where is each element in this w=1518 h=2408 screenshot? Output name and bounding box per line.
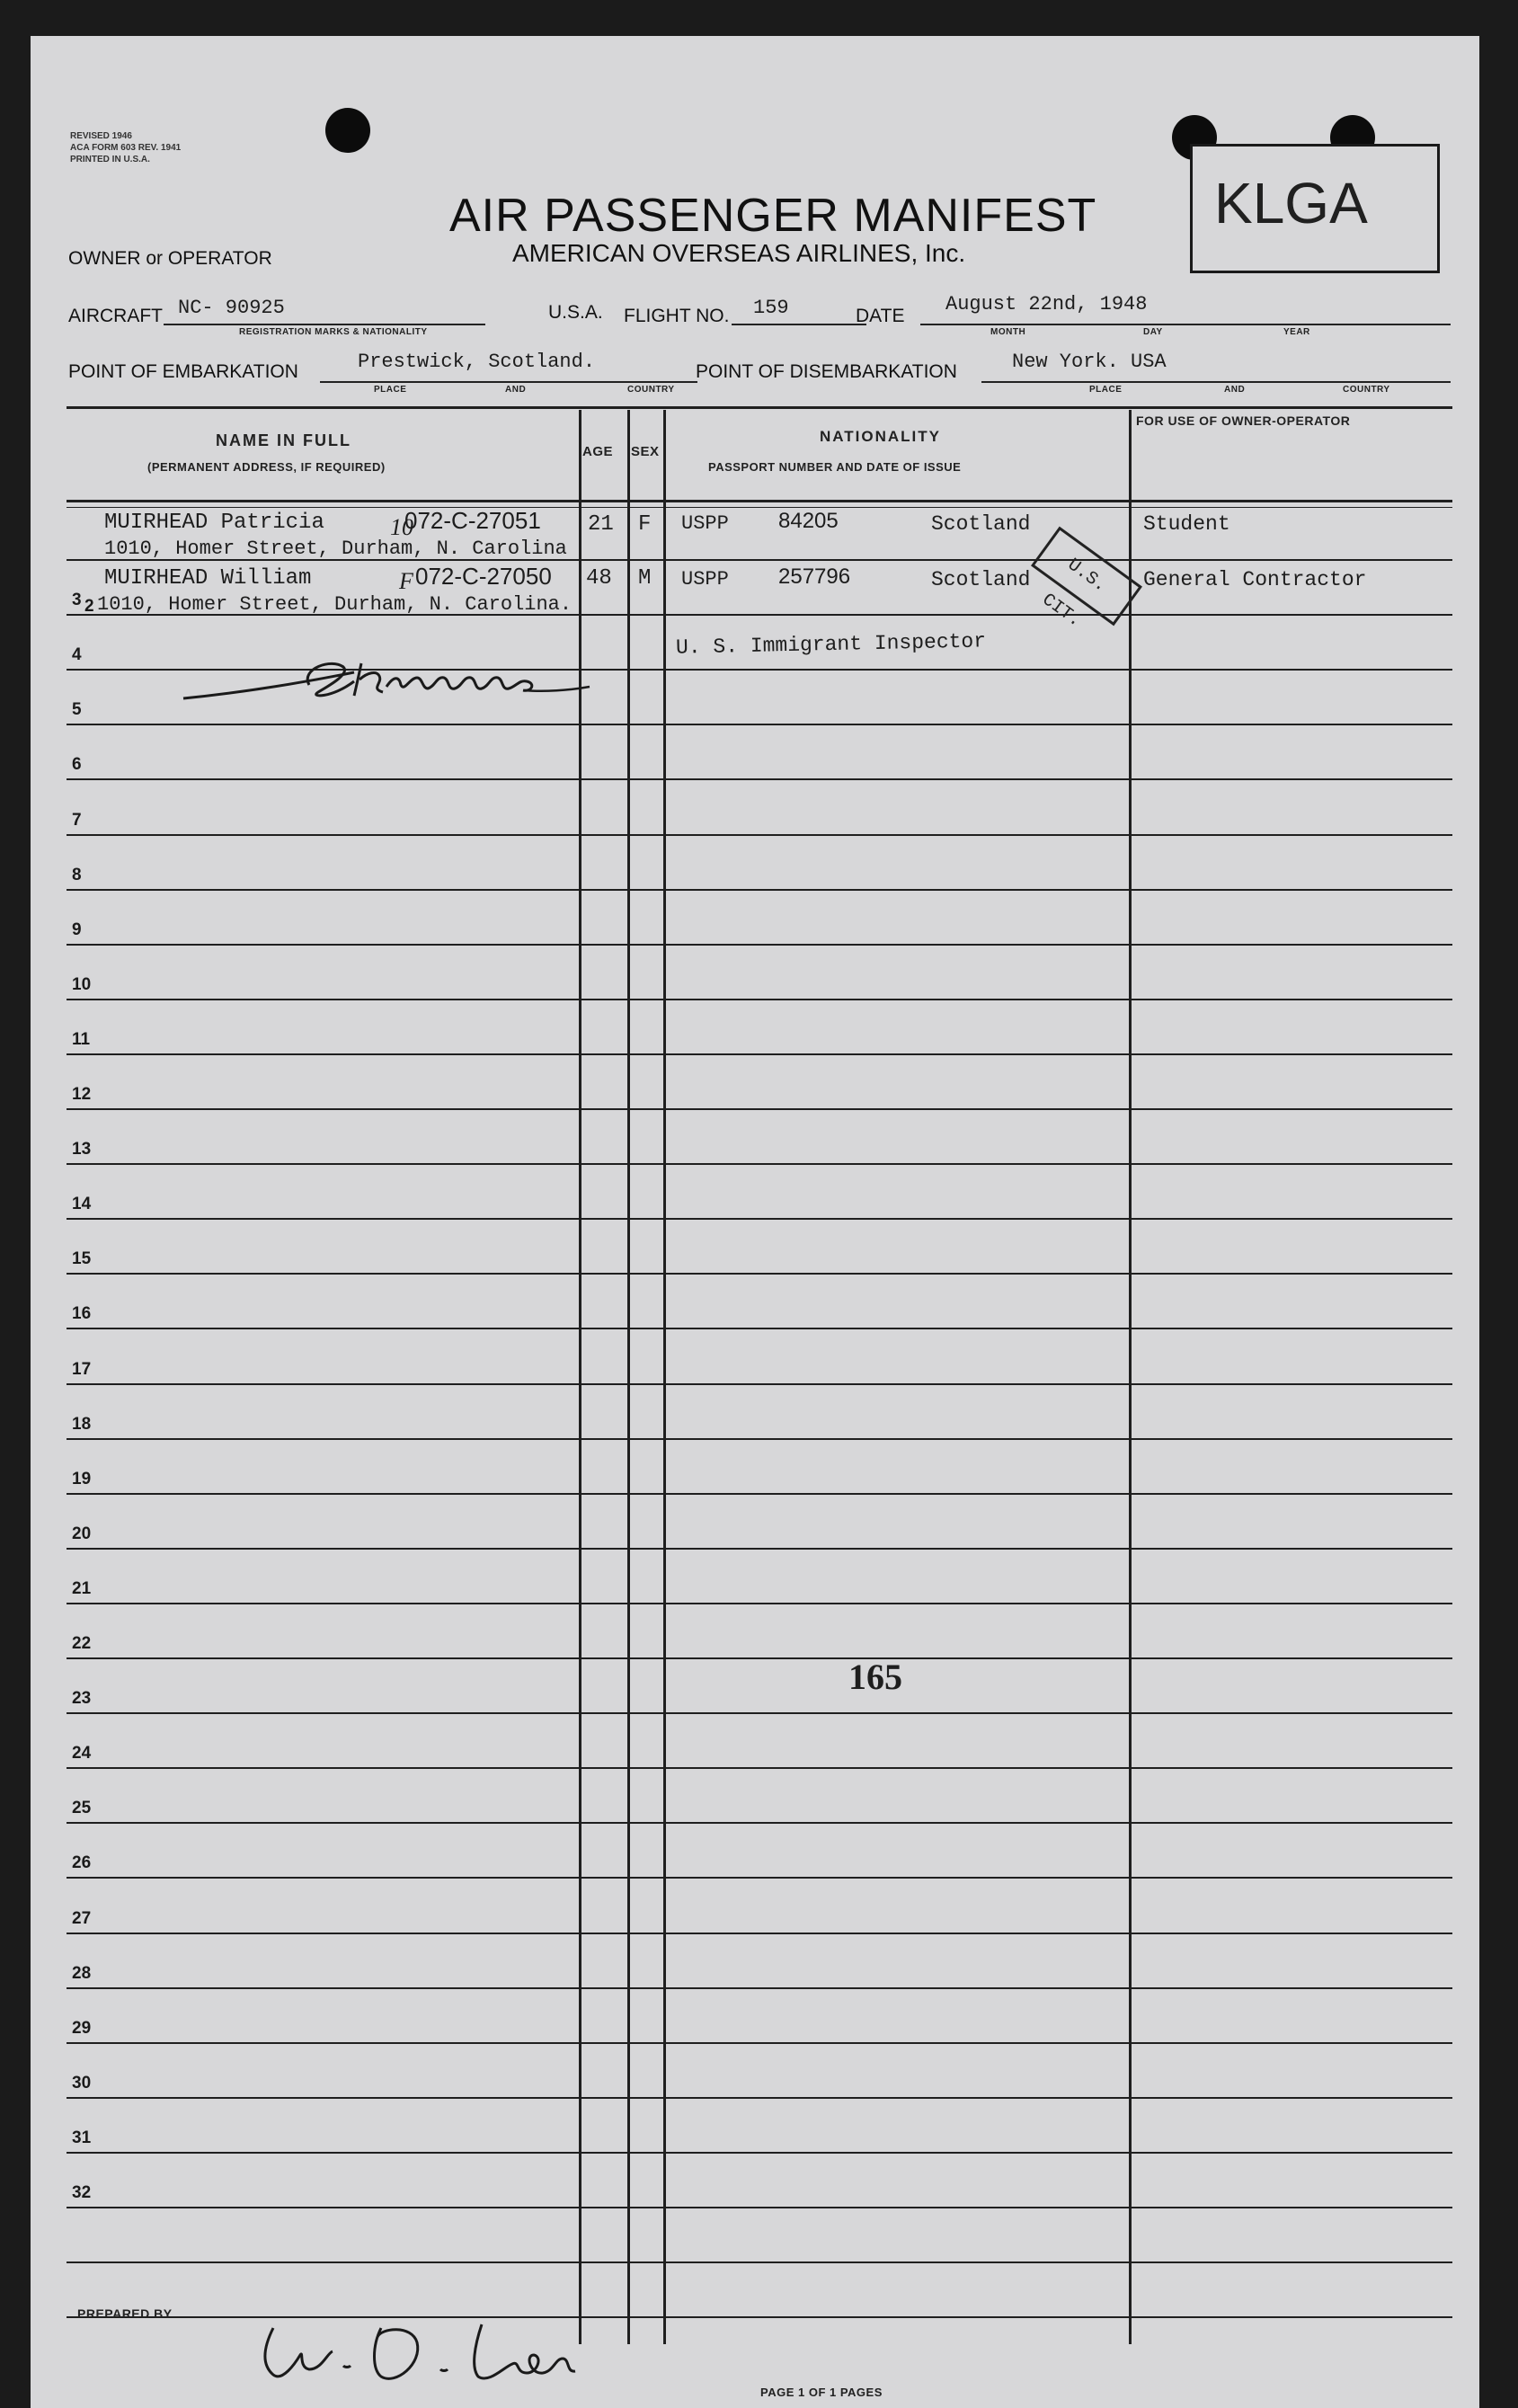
embark-sub-country: COUNTRY — [627, 385, 675, 395]
row-rule — [67, 834, 1452, 836]
row-rule — [67, 1822, 1452, 1824]
passenger-2-occupation: General Contractor — [1143, 568, 1367, 591]
passenger-1-issued: Scotland — [931, 512, 1031, 536]
row-number: 19 — [72, 1470, 92, 1488]
row-rule — [67, 1383, 1452, 1385]
row-rule — [67, 944, 1452, 946]
year-label: YEAR — [1283, 327, 1310, 337]
passenger-1-name: MUIRHEAD Patricia — [104, 511, 324, 535]
row-number: 31 — [72, 2128, 92, 2147]
col-name-sub: (PERMANENT ADDRESS, IF REQUIRED) — [147, 460, 386, 474]
row-rule — [67, 889, 1452, 891]
row-number: 18 — [72, 1415, 92, 1434]
row-number: 29 — [72, 2019, 92, 2038]
inspector-signature-image — [174, 631, 597, 712]
row-number: 24 — [72, 1744, 92, 1763]
row-number: 16 — [72, 1304, 92, 1323]
row-rule — [67, 1273, 1452, 1275]
punch-hole-left — [325, 108, 370, 153]
row-number: 20 — [72, 1524, 92, 1543]
row-number: 12 — [72, 1085, 92, 1104]
disembark-label: POINT OF DISEMBARKATION — [696, 361, 957, 382]
row-number: 28 — [72, 1964, 92, 1983]
row-number: 27 — [72, 1909, 92, 1928]
row-number: 22 — [72, 1634, 92, 1653]
passenger-2-mark: F — [399, 568, 413, 594]
row-number: 26 — [72, 1853, 92, 1872]
row-number: 30 — [72, 2074, 92, 2093]
disembark-sub-country: COUNTRY — [1343, 385, 1390, 395]
row-number: 23 — [72, 1689, 92, 1708]
month-label: MONTH — [990, 327, 1026, 337]
row-rule — [67, 1328, 1452, 1329]
embark-sub-and: AND — [505, 385, 527, 395]
row-rule — [67, 778, 1452, 780]
form-note-2: ACA FORM 603 REV. 1941 — [70, 143, 182, 153]
row-number: 4 — [72, 645, 82, 664]
date-value: August 22nd, 1948 — [945, 293, 1148, 315]
aircraft-sub: REGISTRATION MARKS & NATIONALITY — [239, 327, 428, 337]
passenger-2-age: 48 — [586, 566, 612, 591]
row-rule — [67, 1548, 1452, 1550]
row-number: 21 — [72, 1579, 92, 1598]
us-citizen-stamp: U.S. CIT. — [1031, 527, 1142, 626]
passenger-1-sex: F — [638, 512, 652, 537]
date-label: DATE — [856, 306, 905, 326]
row-number: 8 — [72, 866, 82, 884]
col-owner-header: FOR USE OF OWNER-OPERATOR — [1136, 413, 1351, 428]
row-rule — [67, 1218, 1452, 1220]
row-number: 15 — [72, 1249, 92, 1268]
row-rule — [67, 2097, 1452, 2099]
passenger-2-address: 1010, Homer Street, Durham, N. Carolina. — [97, 593, 573, 616]
row-number: 17 — [72, 1360, 92, 1379]
col-age-header: AGE — [582, 444, 614, 459]
page-count-label: PAGE 1 OF 1 PAGES — [760, 2386, 883, 2399]
row-rule — [67, 2152, 1452, 2154]
row-rule — [67, 1933, 1452, 1934]
passenger-1-file-no: 072-C-27051 — [404, 507, 541, 534]
row-rule — [67, 1053, 1452, 1055]
inspector-title: U. S. Immigrant Inspector — [675, 629, 987, 660]
passenger-2-issued: Scotland — [931, 568, 1031, 591]
passenger-1-mark: 10 — [390, 514, 413, 540]
col-nationality-header: NATIONALITY — [820, 428, 942, 445]
embark-value: Prestwick, Scotland. — [358, 351, 596, 373]
row-number: 13 — [72, 1140, 92, 1159]
passenger-2-file-no: 072-C-27050 — [415, 563, 552, 590]
manifest-page — [31, 36, 1479, 2408]
passenger-1-age: 21 — [588, 512, 614, 537]
disembark-sub-place: PLACE — [1089, 385, 1123, 395]
row-number: 25 — [72, 1799, 92, 1817]
station-code: KLGA — [1214, 171, 1368, 235]
page-stamp: 165 — [848, 1657, 902, 1697]
embark-label: POINT OF EMBARKATION — [68, 361, 298, 382]
row-rule — [67, 1438, 1452, 1440]
row-number: 9 — [72, 920, 82, 939]
row-rule — [67, 724, 1452, 725]
col-name-header: NAME IN FULL — [216, 431, 351, 449]
passenger-2-passport-no: 257796 — [778, 564, 851, 589]
aircraft-value: NC- 90925 — [178, 297, 285, 319]
embark-sub-place: PLACE — [374, 385, 407, 395]
flight-no-value: 159 — [753, 297, 789, 319]
row-number: 32 — [72, 2183, 92, 2202]
page-title: AIR PASSENGER MANIFEST — [449, 190, 1097, 242]
row-number: 7 — [72, 811, 82, 830]
row-rule — [67, 1987, 1452, 1989]
row-rule — [67, 2207, 1452, 2208]
station-stamp — [1190, 144, 1440, 273]
row-number: 10 — [72, 975, 92, 994]
prepared-by-label: PREPARED BY — [77, 2306, 173, 2321]
disembark-value: New York. USA — [1012, 351, 1167, 373]
owner-label: OWNER or OPERATOR — [68, 248, 272, 269]
aircraft-label: AIRCRAFT — [68, 306, 163, 326]
row-number: 5 — [72, 700, 82, 719]
row-rule — [67, 1712, 1452, 1714]
passenger-1-occupation: Student — [1143, 512, 1230, 536]
prepared-by-signature-image — [246, 2310, 624, 2391]
row-number: 6 — [72, 755, 82, 774]
passenger-2-passport-type: USPP — [681, 568, 729, 591]
disembark-sub-and: AND — [1224, 385, 1246, 395]
col-sex-header: SEX — [631, 444, 660, 459]
passenger-2-sex: M — [638, 566, 652, 591]
row-number: 3 — [72, 591, 82, 609]
flight-no-label: FLIGHT NO. — [624, 306, 730, 326]
row-rule — [67, 2261, 1452, 2263]
row-rule — [67, 1163, 1452, 1165]
row-rule — [67, 1108, 1452, 1110]
usa-label: U.S.A. — [548, 302, 603, 323]
airline-name: AMERICAN OVERSEAS AIRLINES, Inc. — [512, 239, 966, 267]
row-rule — [67, 1657, 1452, 1659]
row-rule — [67, 1493, 1452, 1495]
row-rule — [67, 2042, 1452, 2044]
passenger-1-address: 1010, Homer Street, Durham, N. Carolina — [104, 538, 567, 560]
row-rule — [67, 1603, 1452, 1604]
row-rule — [67, 1767, 1452, 1769]
passenger-1-passport-type: USPP — [681, 512, 729, 535]
row-rule — [67, 999, 1452, 1000]
form-note-1: REVISED 1946 — [70, 131, 132, 141]
passenger-2-name: MUIRHEAD William — [104, 566, 312, 591]
passenger-2-row-num: 2 — [84, 597, 94, 616]
row-number: 11 — [72, 1030, 91, 1049]
form-note-3: PRINTED IN U.S.A. — [70, 155, 150, 164]
passenger-1-passport-no: 84205 — [778, 509, 839, 533]
col-nationality-sub: PASSPORT NUMBER AND DATE OF ISSUE — [708, 460, 962, 474]
day-label: DAY — [1143, 327, 1163, 337]
row-number: 14 — [72, 1195, 92, 1213]
row-rule — [67, 1877, 1452, 1879]
